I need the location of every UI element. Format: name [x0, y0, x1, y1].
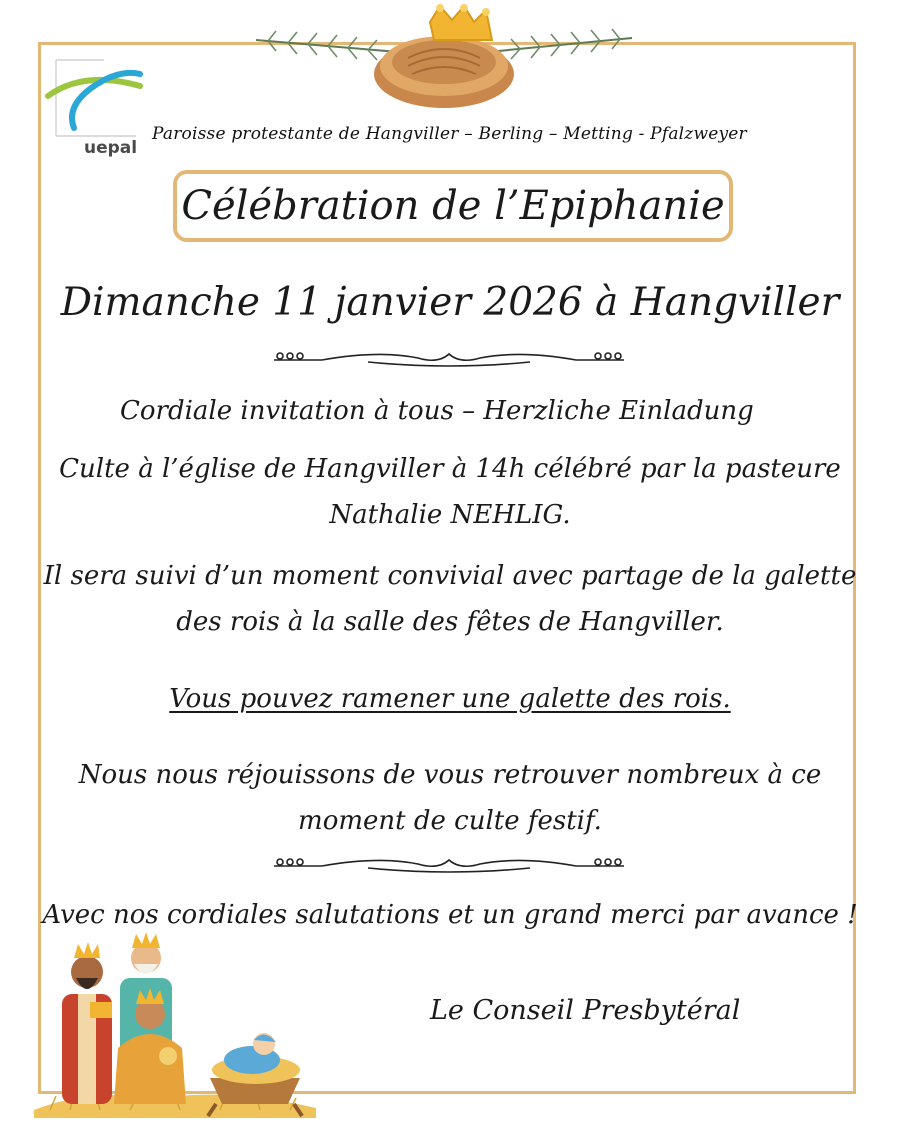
ornament-divider-top — [268, 348, 630, 372]
logo-text: uepal — [84, 138, 138, 158]
suivi-line-1: Il sera suivi d’un moment convivial avec partage de la galette — [43, 561, 857, 591]
joie-paragraph — [0, 752, 900, 844]
uepal-logo — [44, 56, 144, 140]
joie-line-2: moment de culte festif. — [298, 806, 602, 836]
signature: Le Conseil Presbytéral — [430, 995, 741, 1026]
parish-name: Paroisse protestante de Hangviller – Berling – Metting - Pfalzweyer — [152, 124, 747, 144]
culte-line-1: Culte à l’église de Hangviller à 14h célébré par la pasteure — [59, 454, 841, 484]
culte-line-2: Nathalie NEHLIG. — [329, 500, 571, 530]
ornament-divider-bottom — [268, 854, 630, 878]
event-date: Dimanche 11 janvier 2026 à Hangviller — [60, 280, 840, 325]
title-box — [173, 170, 733, 242]
page-title: Célébration de l’Epiphanie — [181, 183, 725, 229]
salutations: Avec nos cordiales salutations et un grand merci par avance ! — [42, 900, 858, 930]
suivi-paragraph — [0, 553, 900, 645]
invitation-text: Cordiale invitation à tous – Herzliche Einladung — [120, 396, 754, 426]
galette-note: Vous pouvez ramener une galette des rois. — [169, 684, 731, 714]
galette-crown-illustration — [248, 0, 640, 112]
joie-line-1: Nous nous réjouissons de vous retrouver nombreux à ce — [78, 760, 822, 790]
suivi-line-2: des rois à la salle des fêtes de Hangviller. — [176, 607, 724, 637]
culte-paragraph — [0, 446, 900, 538]
three-kings-nativity-illustration — [30, 928, 320, 1118]
